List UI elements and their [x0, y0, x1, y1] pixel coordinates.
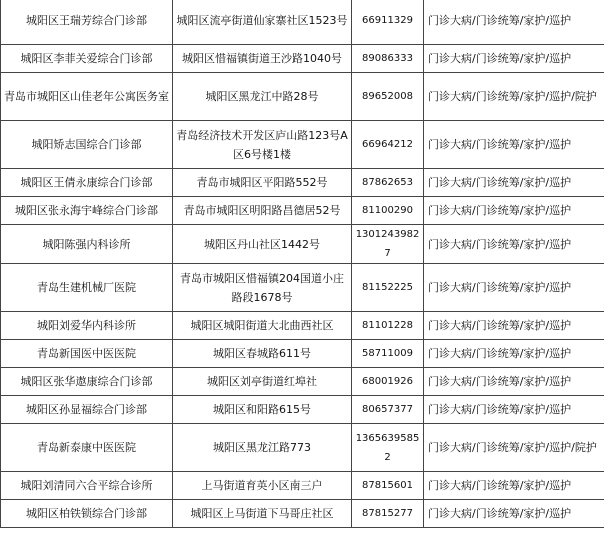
address-cell: 城阳区黑龙江中路28号: [173, 73, 352, 121]
clinic-name-cell: 城阳区孙显福综合门诊部: [1, 396, 173, 424]
address-cell: 城阳区黑龙江路773: [173, 424, 352, 472]
table-row: [1, 396, 604, 424]
address-cell: 上马街道育英小区南三户: [173, 472, 352, 500]
address-cell: 城阳区流亭街道仙家寨社区1523号: [173, 0, 352, 45]
phone-cell: 13012439827: [352, 225, 424, 264]
address-cell: 青岛市城阳区明阳路昌德居52号: [173, 197, 352, 225]
service-scope-cell: 门诊大病/门诊统筹/家护/巡护: [424, 121, 604, 169]
service-scope-cell: 门诊大病/门诊统筹/家护/巡护: [424, 368, 604, 396]
phone-cell: 81100290: [352, 197, 424, 225]
address-cell: 青岛经济技术开发区庐山路123号A区6号楼1楼: [173, 121, 352, 169]
address-cell: 城阳区春城路611号: [173, 340, 352, 368]
clinic-name-cell: 青岛市城阳区山佳老年公寓医务室: [1, 73, 173, 121]
service-scope-cell: 门诊大病/门诊统筹/家护/巡护/院护: [424, 73, 604, 121]
service-scope-cell: 门诊大病/门诊统筹/家护/巡护: [424, 45, 604, 73]
table-row: [1, 424, 604, 472]
phone-cell: 13656395852: [352, 424, 424, 472]
phone-cell: 66964212: [352, 121, 424, 169]
address-cell: 城阳区城阳街道大北曲西社区: [173, 312, 352, 340]
table-row: [1, 121, 604, 169]
table-row: [1, 197, 604, 225]
address-cell: 城阳区上马街道下马哥庄社区: [173, 500, 352, 528]
service-scope-cell: 门诊大病/门诊统筹/家护/巡护: [424, 312, 604, 340]
phone-cell: 66911329: [352, 0, 424, 45]
table-row: [1, 73, 604, 121]
phone-cell: 89086333: [352, 45, 424, 73]
service-scope-cell: 门诊大病/门诊统筹/家护/巡护: [424, 340, 604, 368]
address-cell: 城阳区刘亭街道红埠社: [173, 368, 352, 396]
clinic-name-cell: 青岛新泰康中医医院: [1, 424, 173, 472]
clinic-name-cell: 城阳区王倩永康综合门诊部: [1, 169, 173, 197]
table-row: [1, 340, 604, 368]
table-row: [1, 0, 604, 45]
clinic-name-cell: 城阳区张永海宇峰综合门诊部: [1, 197, 173, 225]
phone-cell: 58711009: [352, 340, 424, 368]
clinic-name-cell: 城阳区张华遨康综合门诊部: [1, 368, 173, 396]
clinic-name-cell: 城阳刘清同六合平综合诊所: [1, 472, 173, 500]
address-cell: 城阳区和阳路615号: [173, 396, 352, 424]
address-cell: 青岛市城阳区平阳路552号: [173, 169, 352, 197]
service-scope-cell: 门诊大病/门诊统筹/家护/巡护: [424, 264, 604, 312]
clinic-name-cell: 城阳刘爱华内科诊所: [1, 312, 173, 340]
clinic-name-cell: 青岛生建机械厂医院: [1, 264, 173, 312]
phone-cell: 87862653: [352, 169, 424, 197]
service-scope-cell: 门诊大病/门诊统筹/家护/巡护: [424, 0, 604, 45]
table-row: [1, 312, 604, 340]
clinic-name-cell: 城阳区王瑞芳综合门诊部: [1, 0, 173, 45]
service-scope-cell: 门诊大病/门诊统筹/家护/巡护: [424, 169, 604, 197]
clinic-name-cell: 城阳区柏铁锁综合门诊部: [1, 500, 173, 528]
clinic-name-cell: 城阳矫志国综合门诊部: [1, 121, 173, 169]
service-scope-cell: 门诊大病/门诊统筹/家护/巡护: [424, 225, 604, 264]
address-cell: 城阳区惜福镇街道王沙路1040号: [173, 45, 352, 73]
phone-cell: 68001926: [352, 368, 424, 396]
clinic-name-cell: 城阳区李菲关爱综合门诊部: [1, 45, 173, 73]
phone-cell: 81152225: [352, 264, 424, 312]
service-scope-cell: 门诊大病/门诊统筹/家护/巡护: [424, 197, 604, 225]
phone-cell: 87815601: [352, 472, 424, 500]
table-row: [1, 169, 604, 197]
service-scope-cell: 门诊大病/门诊统筹/家护/巡护: [424, 396, 604, 424]
service-scope-cell: 门诊大病/门诊统筹/家护/巡护: [424, 472, 604, 500]
phone-cell: 89652008: [352, 73, 424, 121]
clinic-name-cell: 城阳陈强内科诊所: [1, 225, 173, 264]
address-cell: 城阳区丹山社区1442号: [173, 225, 352, 264]
clinic-name-cell: 青岛新国医中医医院: [1, 340, 173, 368]
table-row: [1, 472, 604, 500]
phone-cell: 80657377: [352, 396, 424, 424]
table-row: [1, 264, 604, 312]
service-scope-cell: 门诊大病/门诊统筹/家护/巡护/院护: [424, 424, 604, 472]
phone-cell: 81101228: [352, 312, 424, 340]
table-row: [1, 225, 604, 264]
service-scope-cell: 门诊大病/门诊统筹/家护/巡护: [424, 500, 604, 528]
table-row: [1, 45, 604, 73]
table-row: [1, 368, 604, 396]
phone-cell: 87815277: [352, 500, 424, 528]
table-row: [1, 500, 604, 528]
address-cell: 青岛市城阳区惜福镇204国道小庄路段1678号: [173, 264, 352, 312]
